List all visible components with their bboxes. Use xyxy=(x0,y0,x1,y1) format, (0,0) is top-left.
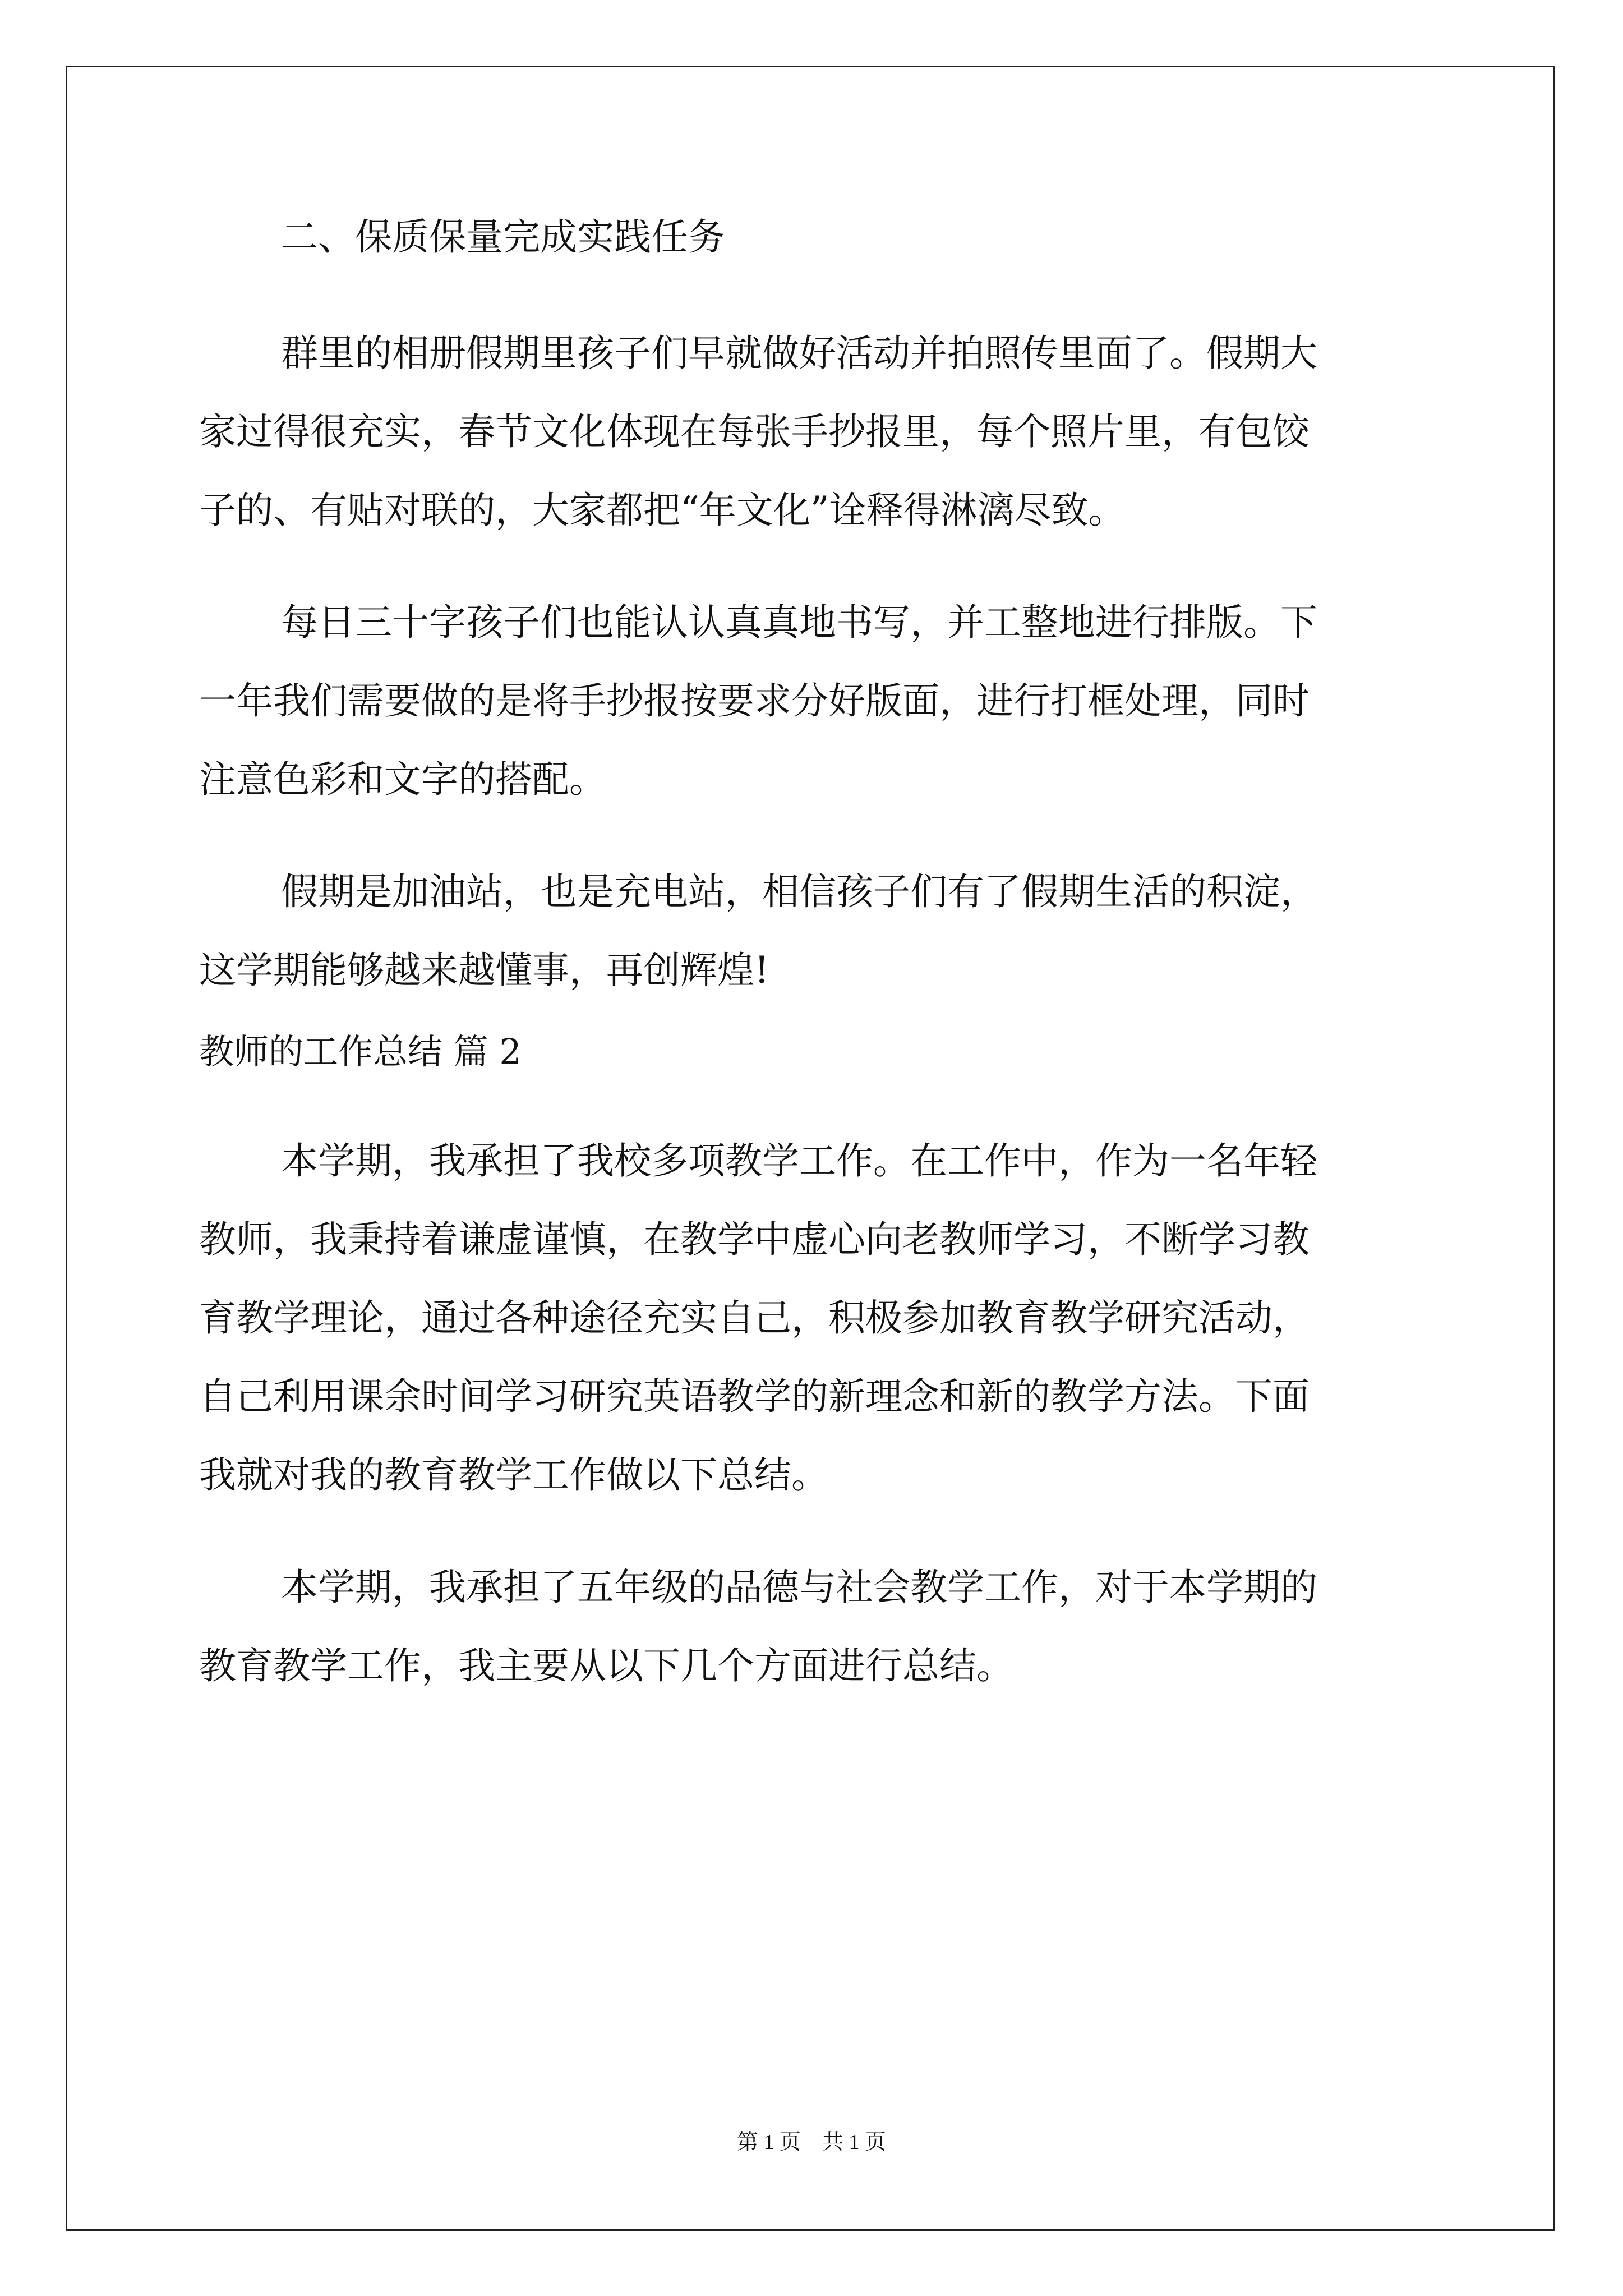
paragraph-heading: 二、保质保量完成实践任务 xyxy=(281,215,725,259)
paragraph-line: 本学期，我承担了我校多项教学工作。在工作中，作为一名年轻 xyxy=(281,1139,1317,1182)
page-number: 第 1 页 共 1 页 xyxy=(736,2131,886,2154)
paragraph-line: 假期是加油站，也是充电站，相信孩子们有了假期生活的积淀， xyxy=(281,870,1317,913)
paragraph-line: 这学期能够越来越懂事，再创辉煌! xyxy=(199,949,769,992)
paragraph-line: 注意色彩和文字的搭配。 xyxy=(199,758,606,801)
paragraph-line: 育教学理论，通过各种途径充实自己，积极参加教育教学研究活动， xyxy=(199,1296,1310,1340)
page-footer xyxy=(0,2127,1623,2158)
paragraph-line: 教育教学工作，我主要从以下几个方面进行总结。 xyxy=(199,1644,1013,1687)
paragraph-line: 家过得很充实，春节文化体现在每张手抄报里，每个照片里，有包饺 xyxy=(199,410,1310,453)
paragraph-line: 自己利用课余时间学习研究英语教学的新理念和新的教学方法。下面 xyxy=(199,1375,1310,1418)
paragraph-line: 一年我们需要做的是将手抄报按要求分好版面，进行打框处理，同时 xyxy=(199,679,1310,723)
paragraph-line: 群里的相册假期里孩子们早就做好活动并拍照传里面了。假期大 xyxy=(281,332,1317,375)
paragraph-line: 教师，我秉持着谦虚谨慎，在教学中虚心向老教师学习，不断学习教 xyxy=(199,1218,1310,1261)
paragraph-line: 子的、有贴对联的，大家都把“年文化”诠释得淋漓尽致。 xyxy=(199,489,1126,532)
section-title: 教师的工作总结 篇 2 xyxy=(199,1031,522,1072)
paragraph-line: 本学期，我承担了五年级的品德与社会教学工作，对于本学期的 xyxy=(281,1566,1317,1609)
paragraph-line: 每日三十字孩子们也能认认真真地书写，并工整地进行排版。下 xyxy=(281,601,1317,644)
paragraph-line: 我就对我的教育教学工作做以下总结。 xyxy=(199,1453,828,1497)
